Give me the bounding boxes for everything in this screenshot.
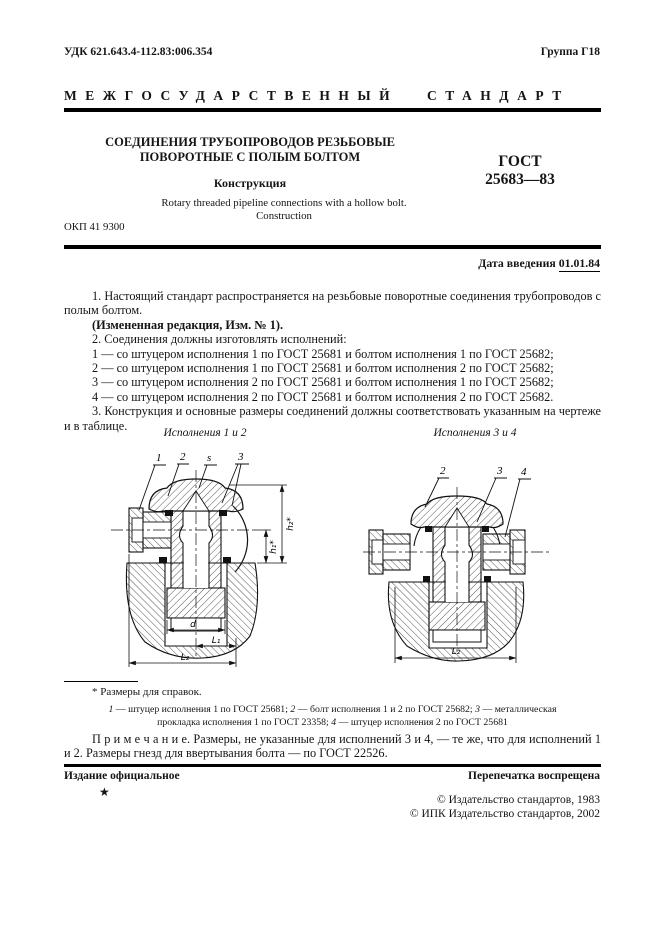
footnote-rule <box>64 681 138 682</box>
subtitle: Конструкция <box>213 176 287 190</box>
callout-3: 3 <box>497 465 503 477</box>
paragraph-scope: 1. Настоящий стандарт распространяется на резьбовые поворотные соединения трубопроводов с полым болтом. <box>64 289 601 318</box>
copyright-line-2: © ИПК Издательство стандартов, 2002 <box>409 808 600 820</box>
note-paragraph <box>64 732 601 761</box>
divider-standard <box>64 108 601 112</box>
dim-l1: L₁ <box>211 636 221 646</box>
variant-line: 1 — со штуцером исполнения 1 по ГОСТ 25681 и болтом исполнения 1 по ГОСТ 25682; <box>92 346 554 361</box>
title-line-1: СОЕДИНЕНИЯ ТРУБОПРОВОДОВ РЕЗЬБОВЫЕ <box>105 135 395 149</box>
dim-l2: L₂ <box>451 647 461 657</box>
okp-code: ОКП 41 9300 <box>64 221 125 233</box>
banjo-sphere-outline <box>233 506 248 572</box>
footnote-text: * Размеры для справок. <box>92 686 202 698</box>
footnote <box>64 686 601 698</box>
figure-right-drawing <box>353 452 595 680</box>
gost-label: ГОСТ <box>498 153 542 170</box>
dim-h2: h₂* <box>286 517 296 531</box>
gost-designation <box>440 153 600 189</box>
gost-number: 25683—83 <box>485 171 555 188</box>
legend-text: — металлическая прокладка исполнения 1 по ГОСТ 23358; <box>157 704 557 728</box>
legend-text: — штуцер исполнения 2 по ГОСТ 25681 <box>336 717 508 728</box>
legend-num: 1 <box>108 704 114 715</box>
note-text: Размеры, не указанные для исполнений 3 и 4, — те же, что для исполнений 1 и 2. Размеры гнезд для ввертывания болта — по ГОСТ 22526. <box>64 732 602 761</box>
callout-2: 2 <box>180 451 186 463</box>
official-edition-label: Издание официальное <box>64 770 180 782</box>
udk-code: УДК 621.643.4-112.83:006.354 <box>64 46 213 58</box>
callout-2: 2 <box>440 465 446 477</box>
dim-d: d <box>190 620 196 630</box>
legend-num: 4 <box>331 717 337 728</box>
figure-left-caption: Исполнения 1 и 2 <box>163 427 247 439</box>
copyright-line-1: © Издательство стандартов, 1983 <box>436 794 600 806</box>
title-en-line-2: Construction <box>256 210 312 222</box>
callout-4: 4 <box>521 466 527 478</box>
date-label: Дата введения <box>478 256 556 270</box>
legend-num: 3 <box>475 704 481 715</box>
callout-3: 3 <box>238 451 244 463</box>
dim-l2: L₂ <box>180 653 190 663</box>
standard-type-heading: МЕЖГОСУДАРСТВЕННЫЙ СТАНДАРТ <box>64 88 570 103</box>
legend-text: — штуцер исполнения 1 по ГОСТ 25681; <box>113 704 291 715</box>
divider-top <box>64 245 601 249</box>
introduction-date <box>478 256 600 271</box>
paragraph-amendment: (Измененная редакция, Изм. № 1). <box>92 317 284 332</box>
paragraph-construction: 3. Конструкция и основные размеры соединений должны соответствовать указанным на чертеже и в таблице. <box>64 404 601 433</box>
legend-text: — болт исполнения 1 и 2 по ГОСТ 25682; <box>295 704 476 715</box>
title-line-2: ПОВОРОТНЫЕ С ПОЛЫМ БОЛТОМ <box>139 150 361 164</box>
no-reprint-label: Перепечатка воспрещена <box>468 770 600 782</box>
group-code: Группа Г18 <box>540 46 600 58</box>
copyright-block <box>410 793 600 821</box>
variant-line: 2 — со штуцером исполнения 1 по ГОСТ 25681 и болтом исполнения 2 по ГОСТ 25682; <box>92 361 554 376</box>
note-label: П р и м е ч а н и е. <box>92 732 191 746</box>
divider-bottom <box>64 764 601 767</box>
body-text <box>64 289 601 433</box>
dim-h1: h₁* <box>269 540 279 554</box>
legend-num: 2 <box>290 704 296 715</box>
variant-line: 3 — со штуцером исполнения 2 по ГОСТ 25681 и болтом исполнения 1 по ГОСТ 25682; <box>92 375 554 390</box>
star-icon: ★ <box>99 785 110 799</box>
figure-legend <box>64 703 601 729</box>
figure-right-caption: Исполнения 3 и 4 <box>433 427 517 439</box>
title-english <box>64 197 504 223</box>
callout-1: 1 <box>156 452 162 464</box>
paragraph-versions-intro: 2. Соединения должны изготовлять исполнений: <box>92 332 347 347</box>
callout-s: s <box>207 452 212 464</box>
variant-line: 4 — со штуцером исполнения 2 по ГОСТ 25681 и болтом исполнения 2 по ГОСТ 25682. <box>92 389 554 404</box>
figure-left-drawing <box>83 448 327 686</box>
title-en-line-1: Rotary threaded pipeline connections with a hollow bolt. <box>161 197 407 209</box>
document-title <box>64 135 436 165</box>
date-value: 01.01.84 <box>558 256 600 270</box>
